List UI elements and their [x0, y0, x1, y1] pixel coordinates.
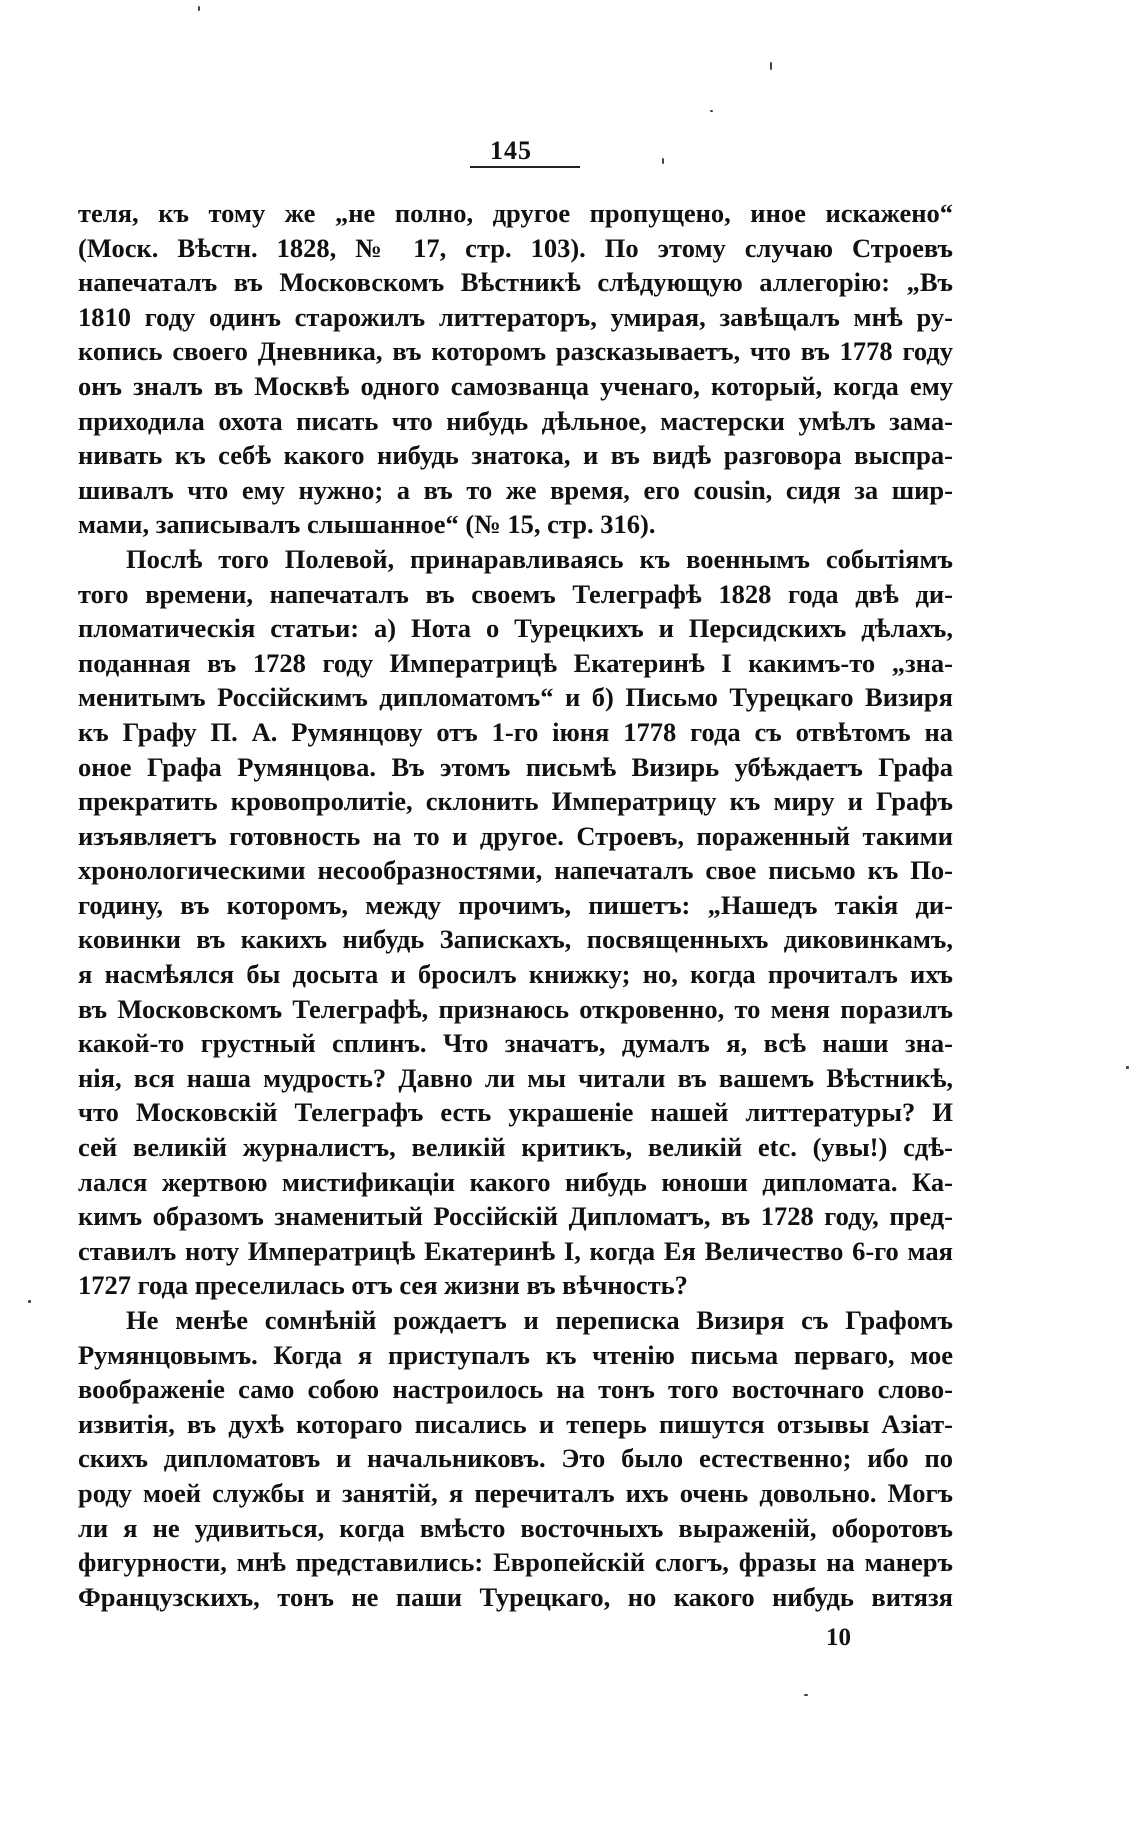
text-line: роду моей службы и занятій, я перечиталъ ихъ очень довольно. Могъ: [78, 1477, 953, 1508]
text-line: онъ зналъ въ Москвѣ одного самозванца ученаго, который, когда ему: [78, 370, 953, 401]
text-line: хронологическими несообразностями, напечаталъ свое письмо къ По-: [78, 855, 953, 886]
text-line: напечаталъ въ Московскомъ Вѣстникѣ слѣдующую аллегорію: „Въ: [78, 267, 953, 298]
text-line: 1727 года преселилась отъ сея жизни въ вѣчность?: [78, 1270, 688, 1301]
text-line: мами, записывалъ слышанное“ (№ 15, стр. 316).: [78, 509, 656, 540]
text-line: ставилъ ноту Императрицѣ Екатеринѣ I, когда Ея Величество 6-го мая: [78, 1235, 953, 1266]
text-line: 1810 году одинъ старожилъ литтераторъ, умирая, завѣщалъ мнѣ ру-: [78, 301, 953, 332]
body-text: [78, 196, 953, 1614]
text-line: ковинки въ какихъ нибудь Запискахъ, посвященныхъ диковинкамъ,: [78, 924, 953, 955]
text-line: воображеніе само собою настроилось на тонъ того восточнаго слово-: [78, 1374, 953, 1405]
text-line: оное Графа Румянцова. Въ этомъ письмѣ Визирь убѣждаетъ Графа: [78, 751, 953, 782]
text-line: нія, вся наша мудрость? Давно ли мы читали въ вашемъ Вѣстникѣ,: [78, 1062, 953, 1093]
signature-mark: 10: [826, 1624, 851, 1651]
scan-speck: [770, 62, 772, 70]
text-line: что Московскій Телеграфъ есть украшеніе нашей литтературы? И: [78, 1097, 953, 1128]
text-line: приходила охота писать что нибудь дѣльное, мастерски умѣлъ зама-: [78, 405, 953, 436]
text-line: теля, къ тому же „не полно, другое пропущено, иное искажено“: [78, 198, 953, 228]
text-line: извитія, въ духѣ котораго писались и теперь пишутся отзывы Азіат-: [78, 1408, 953, 1439]
text-line: какой-то грустный сплинъ. Что значатъ, думалъ я, всѣ наши зна-: [78, 1028, 953, 1059]
text-line: сей великій журналистъ, великій критикъ, великій etc. (увы!) сдѣ-: [78, 1132, 953, 1163]
text-line: въ Московскомъ Телеграфѣ, признаюсь откровенно, то меня поразилъ: [78, 993, 953, 1024]
header-rule: [470, 166, 580, 168]
text-line: (Моск. Вѣстн. 1828, № 17, стр. 103). По этому случаю Строевъ: [78, 232, 953, 263]
text-line: изъявляетъ готовность на то и другое. Строевъ, пораженный такими: [78, 820, 953, 851]
text-line: Не менѣе сомнѣній рождаетъ и переписка Визиря съ Графомъ: [126, 1305, 953, 1335]
scan-speck: [28, 1300, 31, 1303]
text-line: прекратить кровопролитіе, склонить Императрицу къ миру и Графъ: [78, 786, 953, 817]
text-line: того времени, напечаталъ въ своемъ Телеграфѣ 1828 года двѣ ди-: [78, 578, 953, 609]
text-line: годину, въ которомъ, между прочимъ, пишетъ: „Нашедъ такія ди-: [78, 889, 953, 920]
text-line: нивать къ себѣ какого нибудь знатока, и въ видѣ разговора выспра-: [78, 440, 953, 471]
text-line: Французскихъ, тонъ не паши Турецкаго, но какого нибудь витязя: [78, 1581, 953, 1612]
text-line: лался жертвою мистификаціи какого нибудь юноши дипломата. Ка-: [78, 1166, 953, 1197]
text-line: ли я не удивиться, когда вмѣсто восточныхъ выраженій, оборотовъ: [78, 1512, 953, 1543]
text-line: кимъ образомъ знаменитый Россійскій Дипломатъ, въ 1728 году, пред-: [78, 1201, 953, 1232]
scan-speck: [710, 110, 713, 112]
scan-speck: [662, 158, 664, 164]
text-line: къ Графу П. А. Румянцову отъ 1-го іюня 1778 года съ отвѣтомъ на: [78, 716, 953, 747]
text-line: скихъ дипломатовъ и начальниковъ. Это было естественно; ибо по: [78, 1443, 953, 1474]
text-line: шивалъ что ему нужно; а въ то же время, его cousin, сидя за шир-: [78, 474, 953, 505]
text-line: Румянцовымъ. Когда я приступалъ къ чтенію письма перваго, мое: [78, 1339, 953, 1370]
text-line: копись своего Дневника, въ которомъ разсказываетъ, что въ 1778 году: [78, 336, 953, 367]
text-line: пломатическія статьи: а) Нота о Турецкихъ и Персидскихъ дѣлахъ,: [78, 613, 953, 644]
text-line: я насмѣялся бы досыта и бросилъ книжку; но, когда прочиталъ ихъ: [78, 959, 953, 990]
scan-speck: [1126, 1066, 1129, 1069]
text-line: менитымъ Россійскимъ дипломатомъ“ и б) Письмо Турецкаго Визиря: [78, 682, 953, 713]
text-line: поданная въ 1728 году Императрицѣ Екатеринѣ I какимъ-то „зна-: [78, 647, 953, 678]
text-line: Послѣ того Полевой, принаравливаясь къ военнымъ событіямъ: [126, 543, 953, 574]
page-number: 145: [490, 136, 532, 165]
text-line: фигурности, мнѣ представились: Европейскій слогъ, фразы на манеръ: [78, 1547, 953, 1578]
scan-speck: [198, 6, 200, 11]
scan-speck: [804, 1694, 808, 1696]
